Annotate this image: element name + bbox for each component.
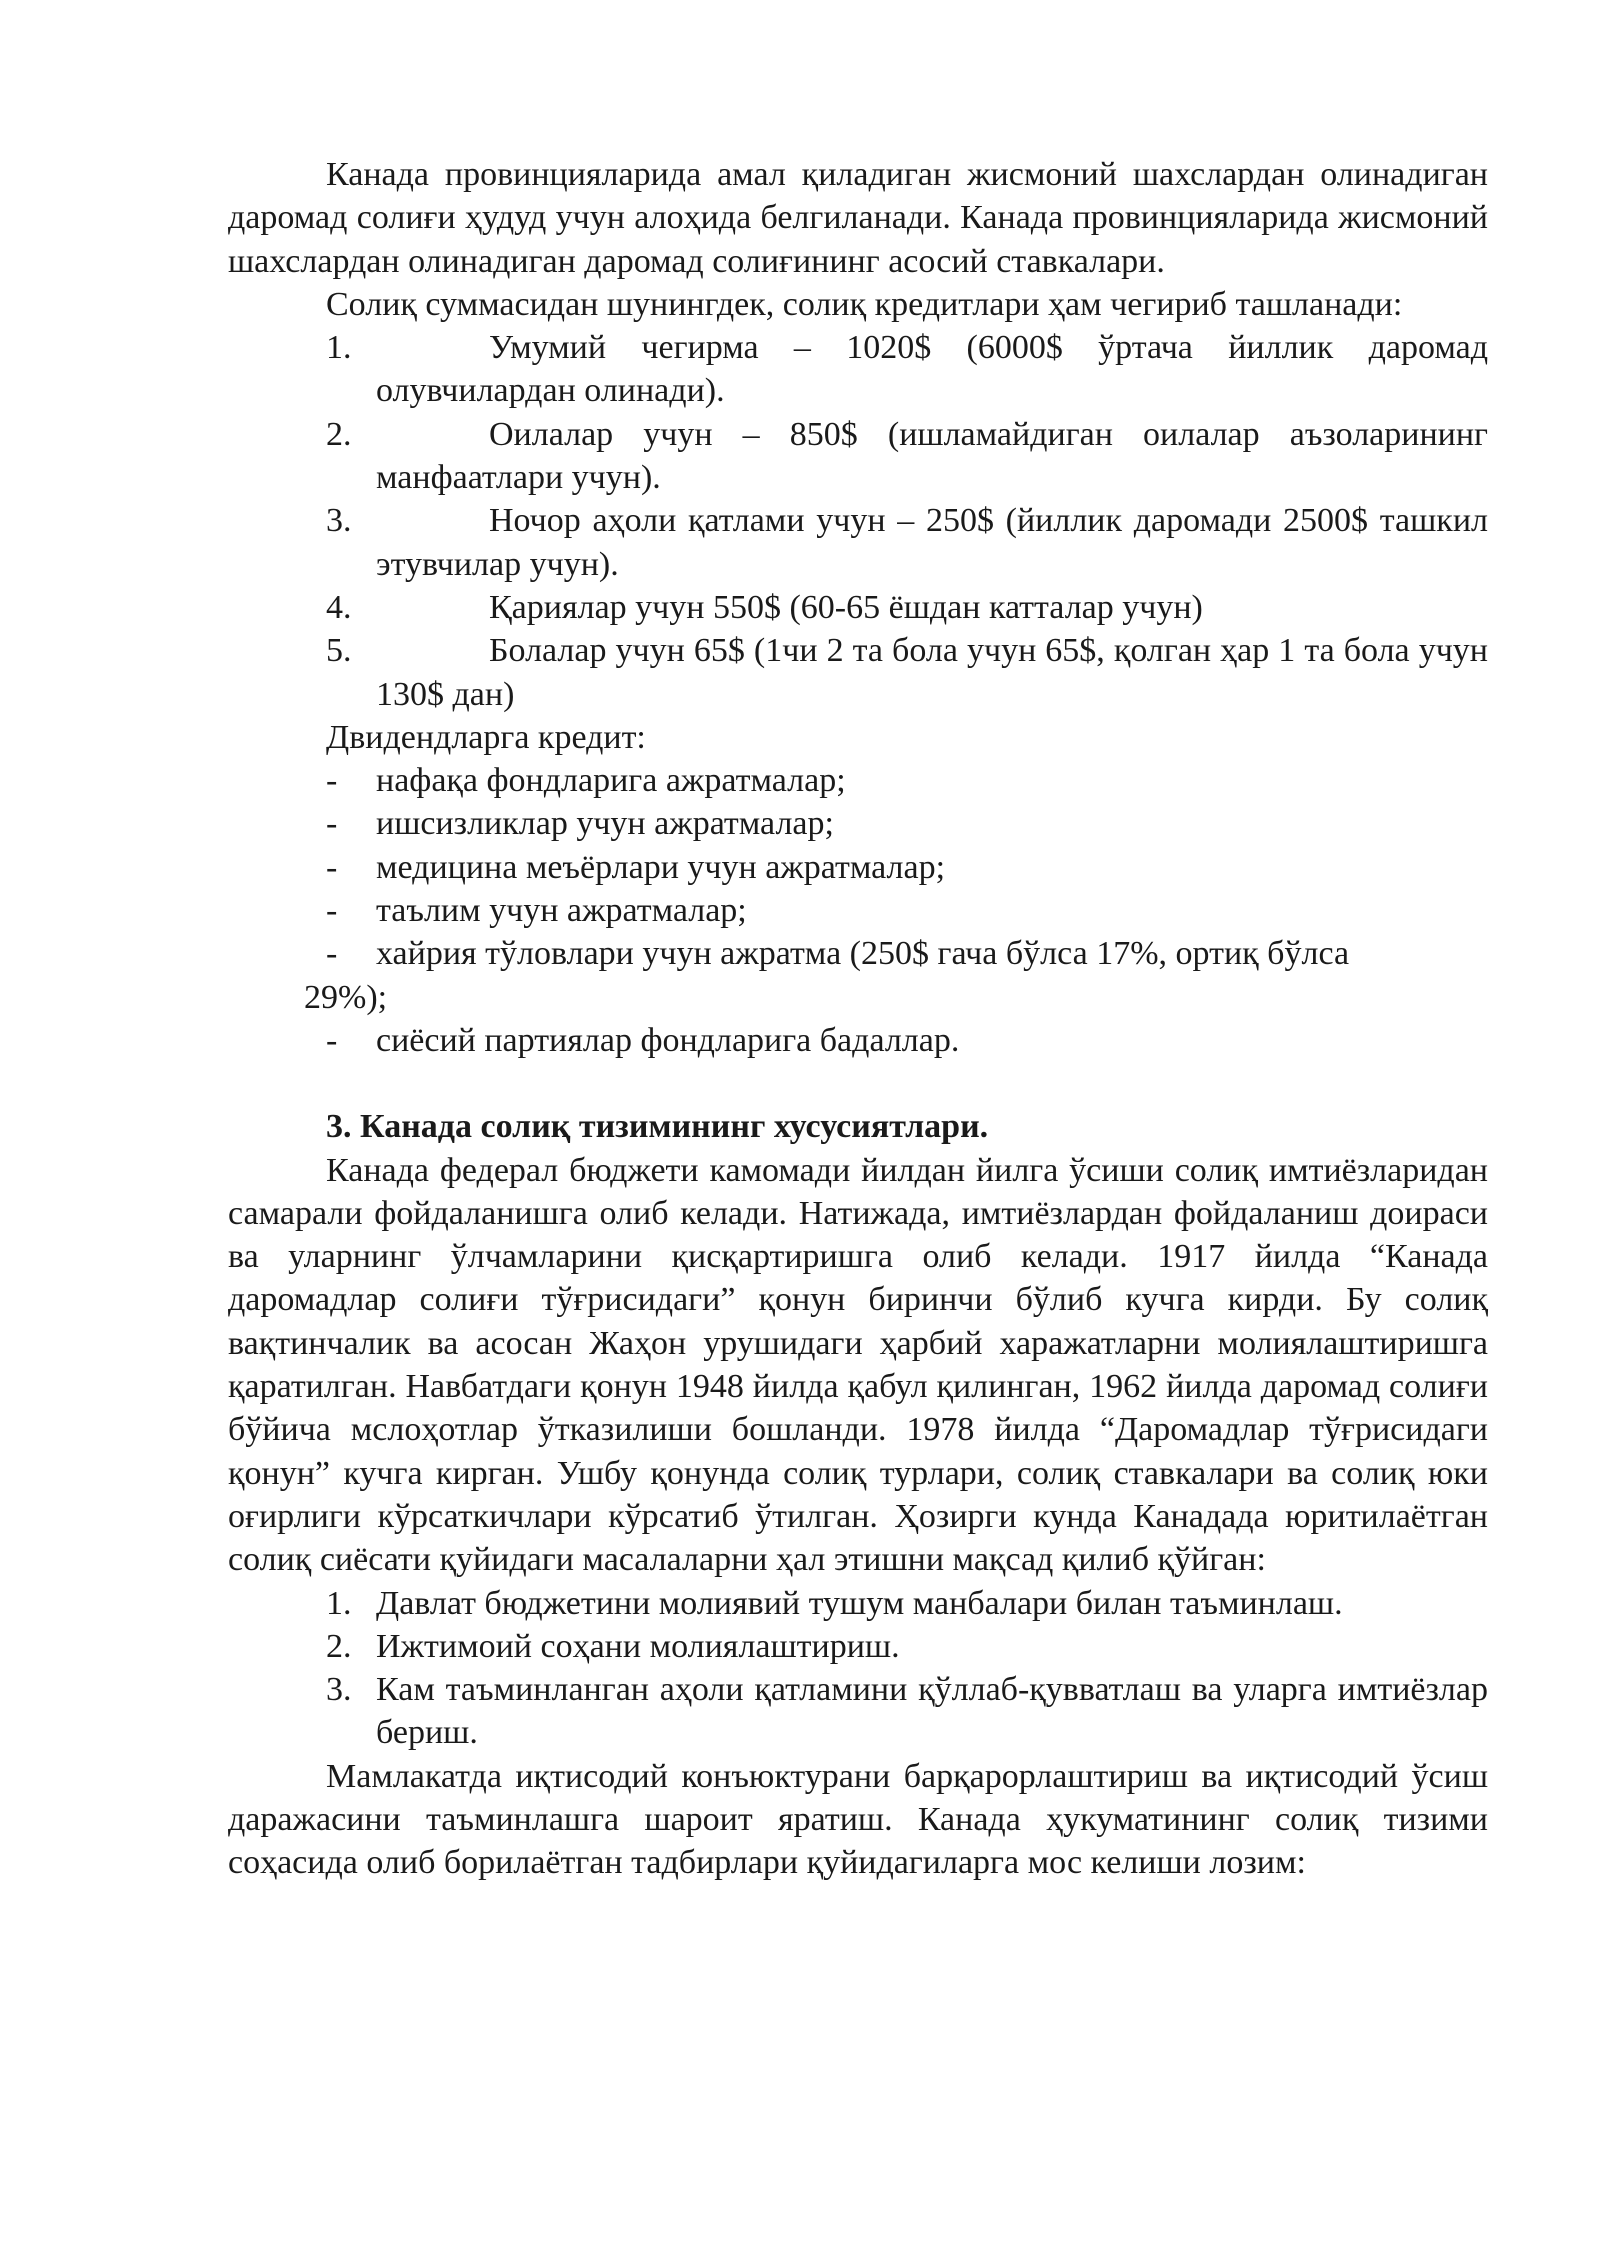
list-item-number: 1. <box>326 1584 352 1622</box>
list-item-number: 3. <box>326 1671 352 1709</box>
list-item-text: Ижтимоий соҳани молиялаштириш. <box>376 1627 900 1665</box>
list-item <box>326 1668 1488 1755</box>
list-bullet: - <box>326 935 338 973</box>
paragraph-tax-credits-intro: Солиқ суммасидан шунингдек, солиқ кредитлари ҳам чегириб ташланади: <box>326 285 1403 323</box>
paragraph-economic-stability: Мамлакатда иқтисодий конъюктурани барқарорлаштириш ва иқтисодий ўсиш даражасини таъминлашга шароит яратиш. Канада ҳукуматининг солиқ тизими соҳасида олиб борилаётган тадбирлари қуйидагиларга мос келиши лозим: <box>228 1757 1488 1882</box>
list-bullet: - <box>326 762 338 800</box>
list-item-text: ишсизликлар учун ажратмалар; <box>376 805 834 843</box>
document-page <box>228 153 1488 1885</box>
list-item <box>326 802 1488 845</box>
dividend-credit-title: Двидендларга кредит: <box>326 718 646 756</box>
list-item <box>326 1625 1488 1668</box>
list-item-text: Кам таъминланган аҳоли қатламини қўллаб-қувватлаш ва уларга имтиёзлар бериш. <box>376 1671 1488 1752</box>
list-item-text: медицина меъёрлари учун ажратмалар; <box>376 848 946 886</box>
list-item-text: Болалар учун 65$ (1чи 2 та бола учун 65$, қолган ҳар 1 та бола учун 130$ дан) <box>376 632 1488 713</box>
list-item-number: 1. <box>326 329 352 367</box>
list-item-text: Давлат бюджетини молиявий тушум манбалари билан таъминлаш. <box>376 1584 1343 1622</box>
list-bullet: - <box>326 848 338 886</box>
list-item <box>326 413 1488 500</box>
tax-credits-list <box>228 326 1488 716</box>
section-heading: 3. Канада солиқ тизимининг хусусиятлари. <box>326 1108 989 1146</box>
list-item-text: Қариялар учун 550$ (60-65 ёшдан катталар учун) <box>489 588 1203 626</box>
tax-policy-goals-list <box>228 1582 1488 1755</box>
list-item-number: 4. <box>326 588 352 626</box>
list-item <box>326 1582 1488 1625</box>
paragraph-canada-tax-history: Канада федерал бюджети камомади йилдан йилга ўсиши солиқ имтиёзларидан самарали фойдаланишга олиб келади. Натижада, имтиёзлардан фойдаланиш доираси ва уларнинг ўлчамларини қисқартиришга олиб келади. 1917 йилда “Канада даромадлар солиғи тўғрисидаги” қонун биринчи бўлиб кучга кирди. Бу солиқ вақтинчалик ва асосан Жаҳон урушидаги ҳарбий харажатларни молиялаштиришга қаратилган. Навбатдаги қонун 1948 йилда қабул қилинган, 1962 йилда даромад солиғи бўйича мслоҳотлар ўтказилиши бошланди. 1978 йилда “Даромадлар тўғрисидаги қонун” кучга кирган. Ушбу қонунда солиқ турлари, солиқ ставкалари ва солиқ юки оғирлиги кўрсаткичлари кўрсатиб ўтилган. Ҳозирги кунда Канадада юритилаётган солиқ сиёсати қуйидаги масалаларни ҳал этишни мақсад қилиб қўйган: <box>228 1151 1488 1579</box>
list-bullet: - <box>326 892 338 930</box>
list-item-text: Оилалар учун – 850$ (ишламайдиган оилалар аъзоларининг манфаатлари учун). <box>376 415 1488 497</box>
list-bullet: - <box>326 1021 338 1059</box>
list-item <box>326 1019 1488 1062</box>
list-item <box>304 932 1488 1019</box>
list-item-number: 2. <box>326 1627 352 1665</box>
list-item-text: Умумий чегирма – 1020$ (6000$ ўртача йиллик даромад олувчилардан олинади). <box>376 329 1488 410</box>
list-item-text: нафақа фондларига ажратмалар; <box>376 762 846 800</box>
list-item <box>326 759 1488 802</box>
paragraph-provincial-tax: Канада провинцияларида амал қиладиган жисмоний шахслардан олинадиган даромад солиғи ҳудуд учун алоҳида белгиланади. Канада провинцияларида жисмоний шахслардан олинадиган даромад солиғининг асосий ставкалари. <box>228 156 1488 280</box>
list-item-continuation: 29%); <box>304 978 388 1016</box>
list-item-text: Ночор аҳоли қатлами учун – 250$ (йиллик даромади 2500$ ташкил этувчилар учун). <box>376 502 1488 583</box>
list-item <box>326 326 1488 413</box>
list-item <box>326 586 1488 629</box>
list-item-text: сиёсий партиялар фондларига бадаллар. <box>376 1021 960 1059</box>
list-item <box>326 846 1488 889</box>
dividend-credits-list <box>228 759 1488 1062</box>
list-bullet: - <box>326 805 338 843</box>
list-item-number: 5. <box>326 632 352 670</box>
list-item <box>326 499 1488 586</box>
list-item <box>326 889 1488 932</box>
list-item <box>326 629 1488 716</box>
list-item-text: таълим учун ажратмалар; <box>376 892 747 930</box>
list-item-number: 2. <box>326 415 352 453</box>
list-item-text: хайрия тўловлари учун ажратма (250$ гача бўлса 17%, ортиқ бўлса <box>376 935 1350 973</box>
list-item-number: 3. <box>326 502 352 540</box>
